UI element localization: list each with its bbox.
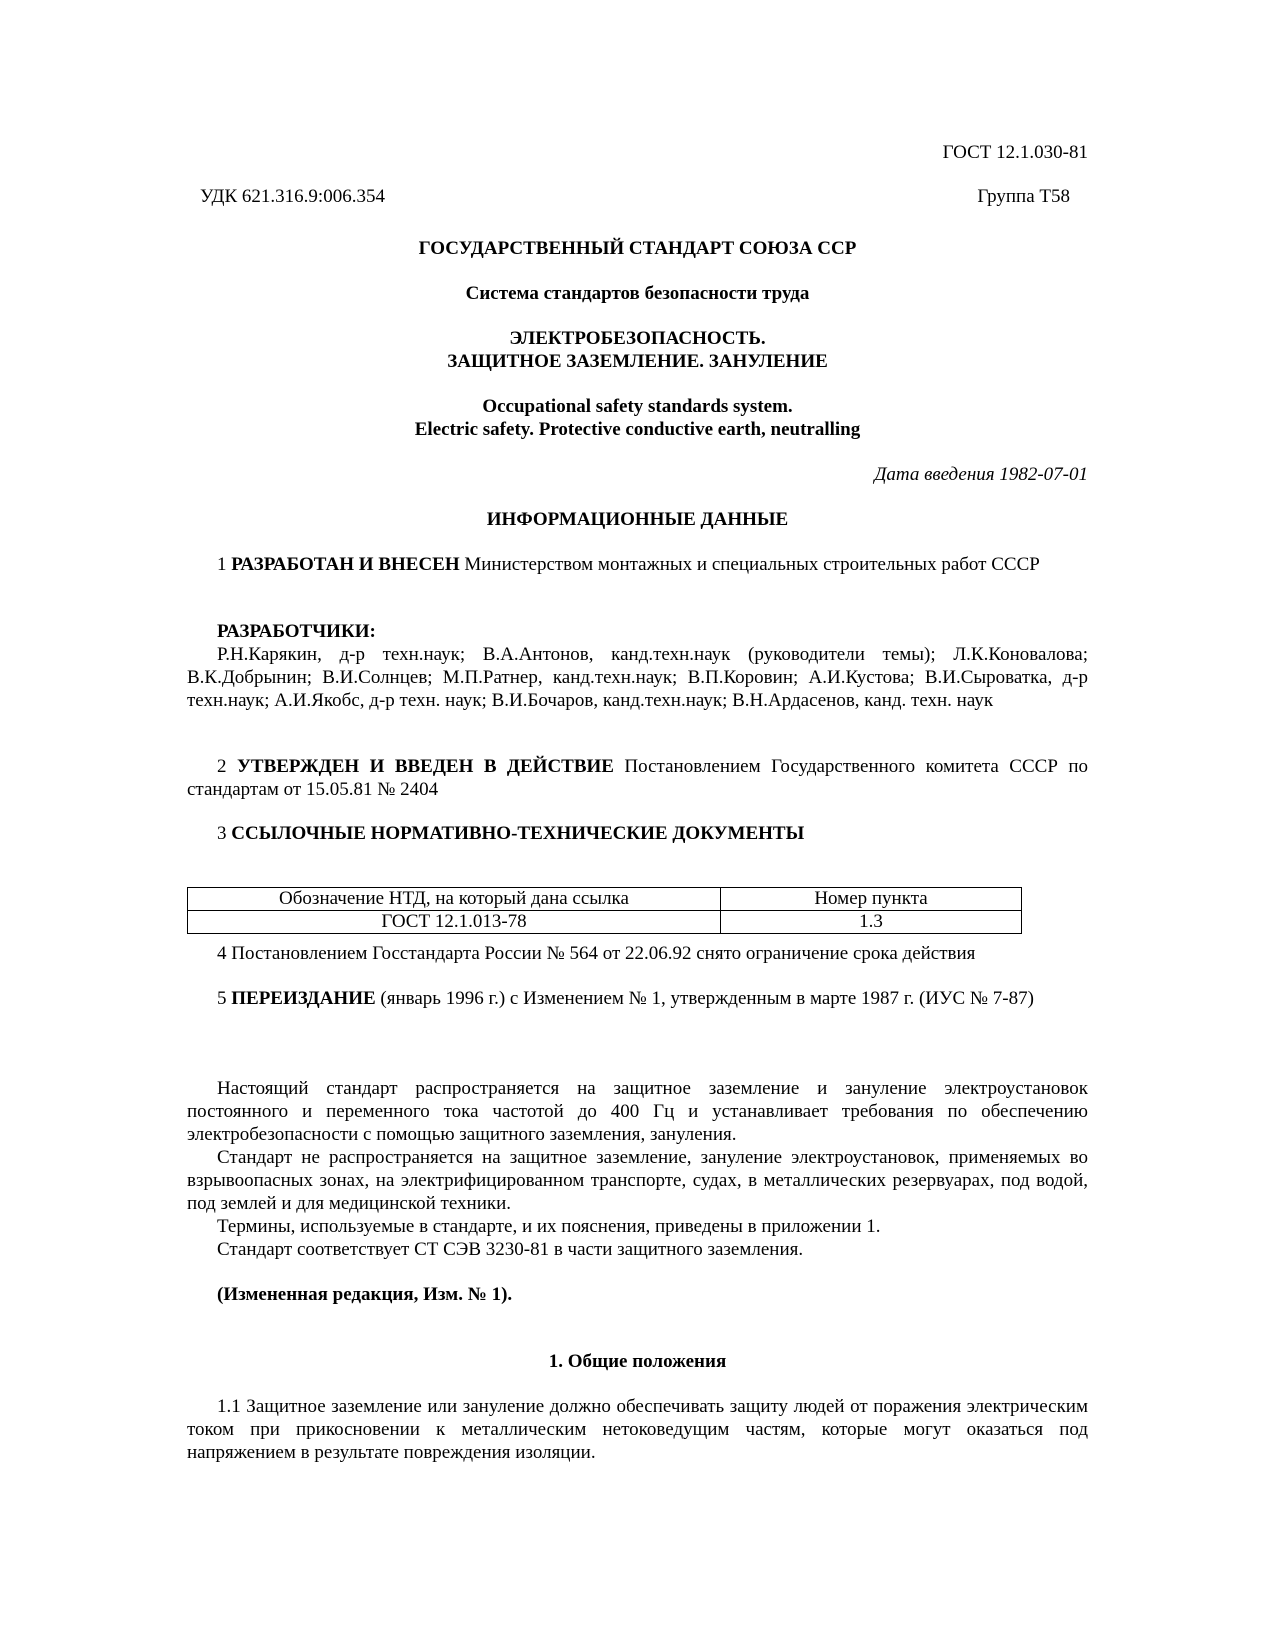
item-bold-label: РАЗРАБОТАН И ВНЕСЕН — [231, 554, 460, 575]
item-bold-label: УТВЕРЖДЕН И ВВЕДЕН В ДЕЙСТВИЕ — [236, 756, 614, 777]
body-paragraph: 1.1 Защитное заземление или зануление должно обеспечивать защиту людей от поражения электрическим током при прикосновении к металлическим нетоковедущим частям, которые могут оказаться под напряжением в результате повреждения изоляции. — [187, 1396, 1088, 1463]
group-code: Группа Т58 — [977, 186, 1070, 207]
item-text: (январь 1996 г.) с Изменением № 1, утвержденным в марте 1987 г. (ИУС № 7-87) — [375, 988, 1034, 1009]
item-text: Постановлением Государственного комитета СССР по стандартам от 15.05.81 № 2404 — [187, 756, 1089, 800]
item-number: 5 — [217, 988, 232, 1009]
state-standard-title: ГОСУДАРСТВЕННЫЙ СТАНДАРТ СОЮЗА ССР — [418, 238, 857, 259]
reference-table — [187, 887, 1022, 934]
revision-note: (Измененная редакция, Изм. № 1). — [217, 1284, 513, 1305]
gost-number: ГОСТ 12.1.030-81 — [942, 142, 1088, 163]
info-item-2 — [187, 755, 1088, 801]
system-title: Система стандартов безопасности труда — [465, 283, 810, 304]
body-paragraph: Настоящий стандарт распространяется на защитное заземление и зануление электроустановок постоянного и переменного тока частотой до 400 Гц и устанавливает требования по обеспечению электробезопасности с помощью защитного заземления, зануления. — [187, 1078, 1088, 1145]
item-text: Министерством монтажных и специальных строительных работ СССР — [459, 554, 1040, 575]
doc-title-line2: ЗАЩИТНОЕ ЗАЗЕМЛЕНИЕ. ЗАНУЛЕНИЕ — [447, 351, 828, 372]
body-paragraph: Стандарт соответствует СТ СЭВ 3230-81 в части защитного заземления. — [217, 1239, 804, 1260]
info-heading: ИНФОРМАЦИОННЫЕ ДАННЫЕ — [486, 509, 789, 530]
item-number: 1 — [217, 554, 232, 575]
info-item-4: 4 Постановлением Госстандарта России № 564 от 22.06.92 снято ограничение срока действия — [217, 943, 976, 964]
doc-title-line1: ЭЛЕКТРОБЕЗОПАСНОСТЬ. — [509, 328, 766, 349]
body-paragraph: Термины, используемые в стандарте, и их пояснения, приведены в приложении 1. — [217, 1216, 881, 1237]
body-paragraph: Стандарт не распространяется на защитное заземление, зануление электроустановок, применяемых во взрывоопасных зонах, на электрифицированном транспорте, судах, в металлических резервуарах, под водой, под землей и для медицинской техники. — [187, 1147, 1088, 1214]
table-cell: ГОСТ 12.1.013-78 — [188, 911, 721, 934]
intro-date: Дата введения 1982-07-01 — [874, 464, 1088, 485]
table-row — [188, 911, 1022, 934]
developers-list: Р.Н.Карякин, д-р техн.наук; В.А.Антонов, канд.техн.наук (руководители темы); Л.К.Коновалова; В.К.Добрынин; В.И.Солнцев; М.П.Ратнер, канд.техн.наук; В.П.Коровин; А.И.Кустова; В.И.Сыроватка, д-р техн.наук; А.И.Якобс, д-р техн. наук; В.И.Бочаров, канд.техн.наук; В.Н.Ардасенов, канд. техн. наук — [187, 644, 1088, 711]
info-item-3 — [187, 822, 1088, 845]
info-item-1 — [187, 553, 1088, 576]
english-title-line2: Electric safety. Protective conductive earth, neutralling — [414, 419, 861, 440]
info-item-5 — [187, 987, 1088, 1010]
table-header-cell: Обозначение НТД, на который дана ссылка — [188, 888, 721, 911]
english-title-line1: Occupational safety standards system. — [482, 396, 793, 417]
table-header-row — [188, 888, 1022, 911]
item-number: 2 — [217, 756, 237, 777]
developers-heading: РАЗРАБОТЧИКИ: — [217, 621, 376, 642]
item-number: 3 — [217, 823, 232, 844]
table-header-cell: Номер пункта — [721, 888, 1022, 911]
udk-code: УДК 621.316.9:006.354 — [200, 186, 385, 207]
section-heading: 1. Общие положения — [548, 1351, 727, 1372]
item-bold-label: ССЫЛОЧНЫЕ НОРМАТИВНО-ТЕХНИЧЕСКИЕ ДОКУМЕНТЫ — [231, 823, 805, 844]
item-bold-label: ПЕРЕИЗДАНИЕ — [231, 988, 376, 1009]
table-cell: 1.3 — [721, 911, 1022, 934]
